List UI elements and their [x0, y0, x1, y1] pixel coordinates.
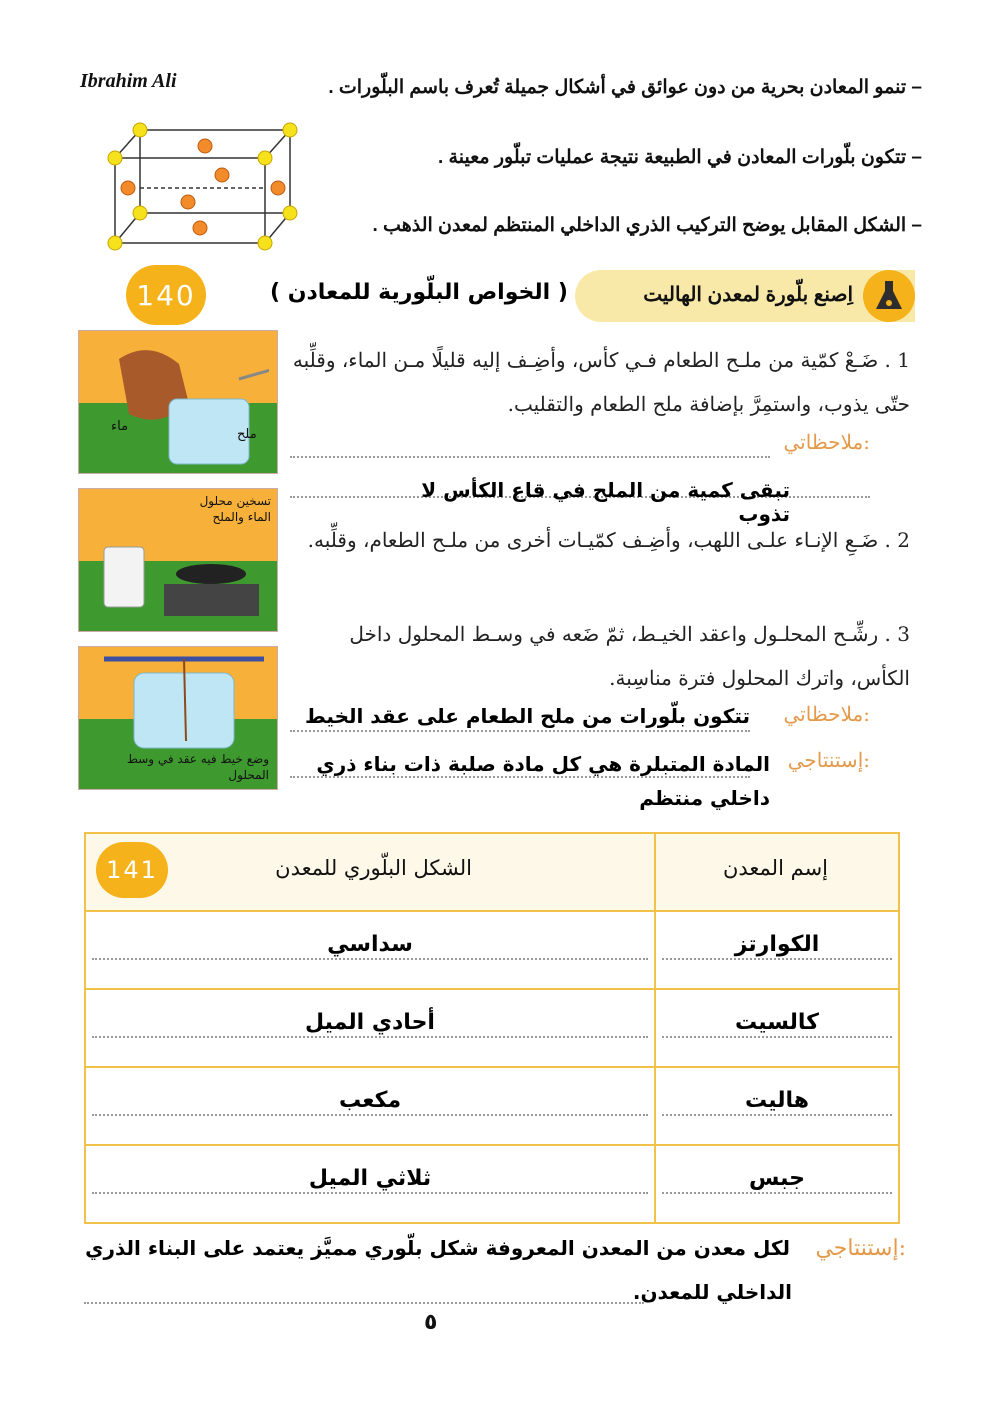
label-thread: وضع خيط فيه عقد في وسط المحلول: [126, 752, 269, 782]
mineral-cell: [655, 1145, 899, 1223]
step-3: 3 . رشِّـح المحلـول واعقد الخيـط، ثمّ ضَعه في وسـط المحلول داخل الكأس، واترك المحلول فترة مناسِبة.: [349, 622, 910, 690]
col-shape-header: الشكل البلّوري للمعدن: [275, 856, 472, 880]
final-conclusion-line-2[interactable]: الداخلي للمعدن.: [632, 1280, 792, 1304]
mineral-cell: [655, 1067, 899, 1145]
notes2-label: ملاحظاتي:: [783, 702, 870, 726]
stove-and-beaker-icon: [99, 529, 269, 624]
notes2-line: [290, 728, 750, 732]
flask-icon: [863, 270, 915, 322]
header-mineral-cell: [655, 833, 899, 911]
mineral-value[interactable]: الكوارتز: [734, 932, 820, 957]
step-2: 2 . ضَـعِ الإنـاء علـى اللهب، وأضِـف كمّيـات أخرى من ملـح الطعام، وقلِّبه.: [307, 528, 910, 552]
table-row: [85, 989, 899, 1067]
activity-title: اِصنع بلّورة لمعدن الهاليت: [643, 284, 853, 306]
conclusion-answer-line-2[interactable]: داخلي منتظم: [639, 786, 770, 810]
mineral-table: [84, 832, 900, 1224]
mineral-cell: [655, 989, 899, 1067]
intro-line-2: – تتكون بلّورات المعادن في الطبيعة نتيجة عمليات تبلّور معينة .: [438, 147, 922, 168]
conclusion-answer-line-1[interactable]: المادة المتبلرة هي كل مادة صلبة ذات بناء ذري: [316, 752, 770, 776]
final-conclusion-line-1[interactable]: لكل معدن من المعدن المعروفة شكل بلّوري مميَّز يعتمد على البناء الذري: [85, 1236, 790, 1260]
shape-value[interactable]: ثلاثي الميل: [308, 1166, 432, 1191]
notes1-answer[interactable]: تبقى كمية من الملح في قاع الكأس لا تذوب: [421, 478, 790, 526]
notes1-label: ملاحظاتي:: [783, 430, 870, 454]
label-water: ماء: [111, 419, 129, 434]
illustration-thread: [78, 646, 278, 790]
label-salt: ملح: [237, 427, 257, 442]
illustration-dissolve-salt: [78, 330, 278, 474]
shape-value[interactable]: أحادي الميل: [305, 1010, 435, 1035]
table-header-row: [85, 833, 899, 911]
jug-and-glass-icon: [99, 339, 269, 469]
mineral-value[interactable]: كالسيت: [735, 1010, 819, 1035]
table-row: [85, 1145, 899, 1223]
mineral-value[interactable]: هاليت: [744, 1088, 810, 1113]
table-row: [85, 1067, 899, 1145]
gold-lattice-figure: [100, 118, 315, 256]
illustration-heating: [78, 488, 278, 632]
mineral-cell: [655, 911, 899, 989]
conclusion-label: إستنتاجي:: [787, 748, 870, 772]
shape-cell: [85, 911, 655, 989]
mineral-value[interactable]: جبس: [749, 1166, 805, 1191]
notes2-answer[interactable]: تتكون بلّورات من ملح الطعام على عقد الخيط: [304, 704, 750, 728]
step-1: 1 . ضَـعْ كمّية من ملـح الطعام فـي كأس، وأضِـف إليه قليلًا مـن الماء، وقلِّبه حتّى يذوب، واستمِرَّ بإضافة ملح الطعام والتقليب.: [292, 348, 910, 416]
activity-banner: [575, 270, 915, 322]
page-number: ٥: [424, 1310, 438, 1335]
shape-cell: [85, 1067, 655, 1145]
glass-with-thread-icon: [104, 653, 264, 753]
author-name: Ibrahim Ali: [80, 70, 177, 92]
table-row: [85, 911, 899, 989]
final-conclusion-label: إستنتاجي:: [815, 1236, 906, 1261]
shape-cell: [85, 989, 655, 1067]
notes1-line: [290, 452, 770, 458]
shape-value[interactable]: مكعب: [338, 1088, 402, 1113]
shape-value[interactable]: سداسي: [327, 932, 413, 957]
header-shape-cell: [85, 833, 655, 911]
section-title: ( الخواص البلّورية للمعادن ): [270, 280, 568, 305]
intro-line-1: – تنمو المعادن بحرية من دون عوائق في أشكال جميلة تُعرف باسم البلّورات .: [328, 77, 922, 98]
page-badge-141: 141: [96, 842, 168, 898]
page-badge-140: 140: [126, 265, 206, 325]
intro-line-3: – الشكل المقابل يوضح التركيب الذري الداخلي المنتظم لمعدن الذهب .: [372, 215, 922, 236]
shape-cell: [85, 1145, 655, 1223]
label-heating: تسخين محلول الماء والملح: [199, 494, 271, 524]
col-mineral-header: إسم المعدن: [722, 856, 828, 880]
